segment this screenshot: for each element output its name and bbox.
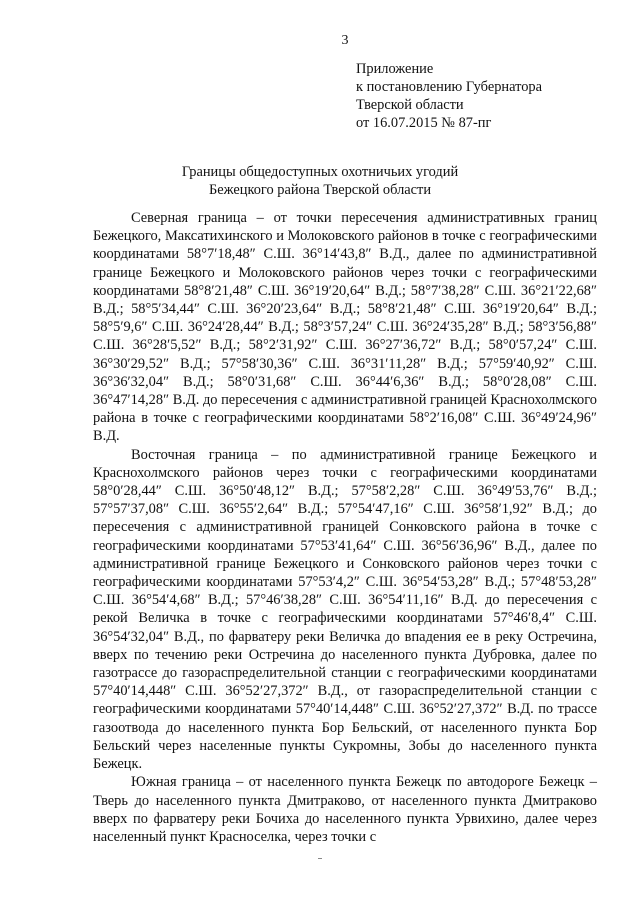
document-title xyxy=(90,163,550,199)
appendix-header xyxy=(356,60,616,132)
document-body xyxy=(93,209,597,846)
appendix-line-2: к постановлению Губернатора xyxy=(356,79,542,95)
appendix-line-3: Тверской области xyxy=(356,97,464,113)
paragraph-south-border: Южная граница – от населенного пункта Бежецк по автодороге Бежецк – Тверь до населенного пункта Дмитраково, от населенного пункта Дмитраково вверх по фарватеру реки Бочиха до населенного пункта Урвихино, далее через населенный пункт Красноселка, через точки с xyxy=(93,774,597,845)
page-number: 3 xyxy=(341,33,349,48)
title-line-1: Границы общедоступных охотничьих угодий xyxy=(181,164,459,180)
appendix-line-1: Приложение xyxy=(356,61,434,77)
appendix-line-4: от 16.07.2015 № 87-пг xyxy=(356,115,492,131)
paragraph-east-border: Восточная граница – по административной границе Бежецкого и Краснохолмского районов через точки с географическими координатами 58°0′28,44″ С.Ш. 36°50′48,12″ В.Д.; 57°58′2,28″ С.Ш. 36°49′53,76″ В.Д.; 57°57′37,08″ С.Ш. 36°55′2,64″ В.Д.; 57°54′47,16″ С.Ш. 36°58′1,92″ В.Д.; до пересечения с административной границей Сонковского района в точке с географическими координатами 57°53′41,64″ С.Ш. 36°56′36,96″ В.Д., далее по административной границе Бежецкого и Сонковского районов через точки с географическими координатами 57°53′4,2″ С.Ш. 36°54′53,28″ В.Д.; 57°48′53,28″ С.Ш. 36°54′4,68″ В.Д.; 57°46′38,28″ С.Ш. 36°54′11,16″ В.Д. до пересечения с рекой Величка в точке с географическими координатами 57°46′8,4″ С.Ш. 36°54′32,04″ В.Д., по фарватеру реки Величка до впадения ее в реку Остречина, вверх по течению реки Остречина до населенного пункта Дубровка, далее по газотрассе до газораспределительной станции с географическими координатами 57°40′14,448″ С.Ш. 36°52′27,372″ В.Д., от газораспределительной станции с географическими координатами 57°40′14,448″ С.Ш. 36°52′27,372″ В.Д. по трассе газоотвода до населенного пункта Бор Бельский, от населенного пункта Бор Бельский через населенные пункты Сукромны, Зобы до населенного пункта Бежецк. xyxy=(93,446,597,773)
title-line-2: Бежецкого района Тверской области xyxy=(208,182,432,198)
footer-mark xyxy=(318,858,322,859)
paragraph-north-border: Северная граница – от точки пересечения административных границ Бежецкого, Максатихинского и Молоковского районов в точке с географическими координатами 58°7′18,48″ С.Ш. 36°14′43,8″ В.Д., далее по административной границе Бежецкого и Молоковского районов через точки с географическими координатами 58°8′21,48″ С.Ш. 36°19′20,64″ В.Д.; 58°7′38,28″ С.Ш. 36°21′22,68″ В.Д.; 58°5′34,44″ С.Ш. 36°20′23,64″ В.Д.; 58°8′21,48″ С.Ш. 36°19′20,64″ В.Д.; 58°5′9,6″ С.Ш. 36°24′28,44″ В.Д.; 58°3′57,24″ С.Ш. 36°24′35,28″ В.Д.; 58°3′56,88″ С.Ш. 36°28′5,52″ В.Д.; 58°2′31,92″ С.Ш. 36°27′36,72″ В.Д.; 58°0′57,24″ С.Ш. 36°30′29,52″ В.Д.; 57°58′30,36″ С.Ш. 36°31′11,28″ В.Д.; 57°59′40,92″ С.Ш. 36°36′32,04″ В.Д.; 58°0′31,68″ С.Ш. 36°44′6,36″ В.Д.; 58°0′28,08″ С.Ш. 36°47′14,28″ В.Д. до пересечения с административной границей Краснохолмского района в точке с географическими координатами 58°2′16,08″ С.Ш. 36°49′24,96″ В.Д. xyxy=(93,210,597,445)
